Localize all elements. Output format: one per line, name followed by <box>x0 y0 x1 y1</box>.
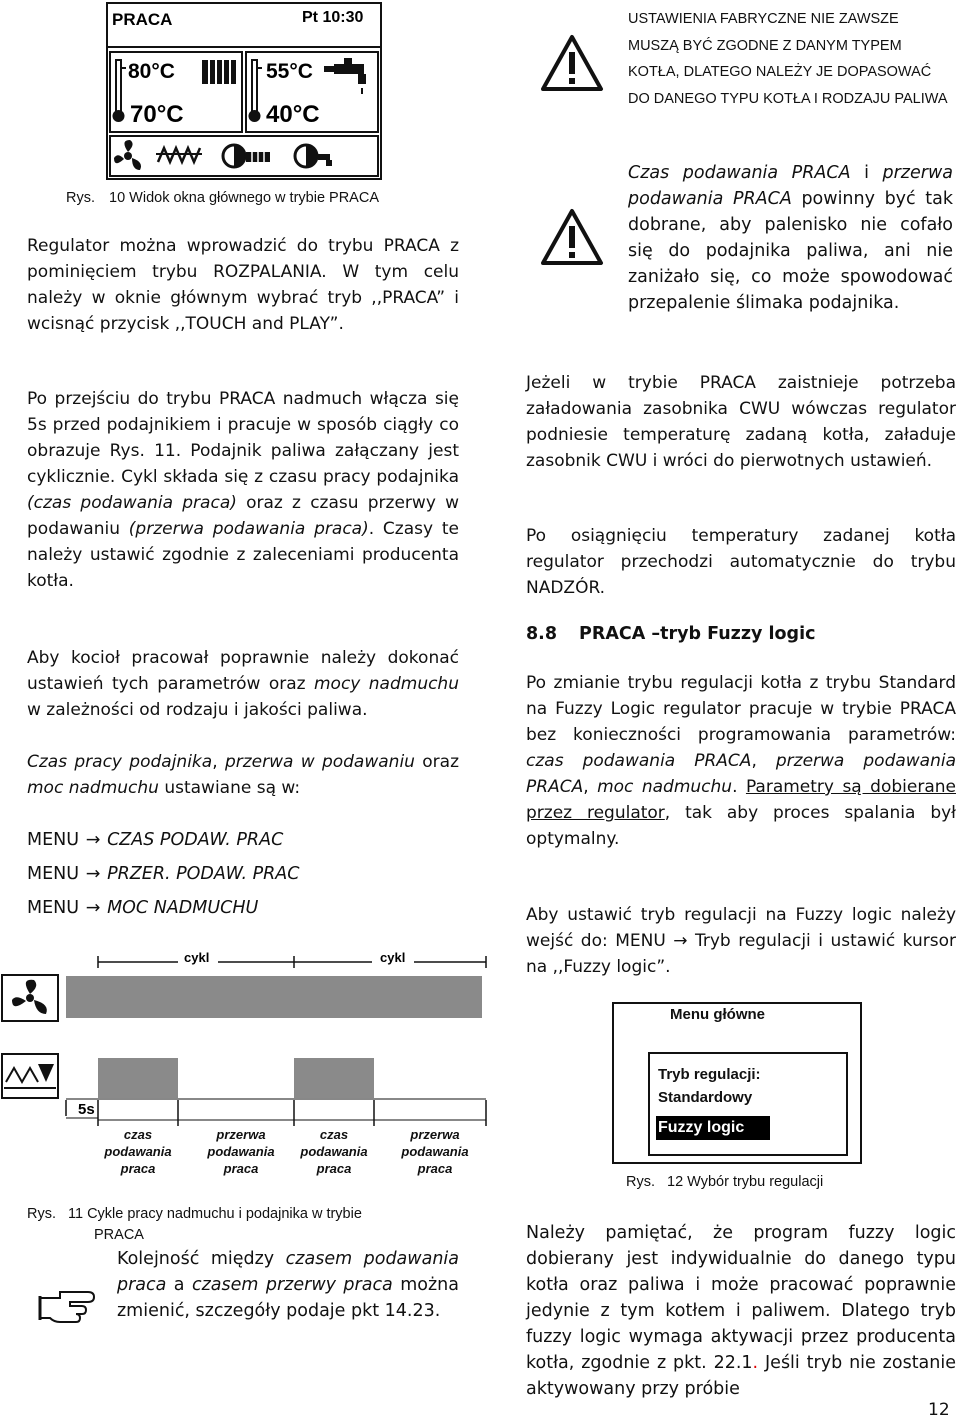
boiler-actual-temp: 70°C <box>130 101 184 128</box>
thermometer-icon <box>249 60 263 122</box>
arrow-right-icon: → <box>85 830 101 850</box>
phase-label: przerwa podawania praca <box>401 1127 469 1176</box>
phase-label: czas podawania praca <box>300 1127 368 1176</box>
note-paragraph: Kolejność między czasem podawania praca a czasem przerwy praca można zmienić, szczegóły podaje pkt 14.23. <box>117 1249 459 1321</box>
section-heading: 8.8 PRACA –tryb Fuzzy logic <box>526 624 816 644</box>
cycle-diagram <box>0 942 492 1182</box>
feeder-icon <box>2 1054 58 1098</box>
fig10-caption: Rys. 10 Widok okna głównego w trybie PRACA <box>66 190 379 206</box>
fig12-caption: Rys. 12 Wybór trybu regulacji <box>626 1174 824 1190</box>
display-mode: PRACA <box>112 10 173 29</box>
cycle-label: cykl <box>184 950 210 965</box>
menu-path-2: MENU → PRZER. PODAW. PRAC <box>27 857 459 891</box>
radiator-icon <box>202 60 236 84</box>
right-paragraph-4: Aby ustawić tryb regulacji na Fuzzy logic należy wejść do: MENU → Tryb regulacji i ustawić kursor na ,,Fuzzy logic”. <box>526 905 956 977</box>
regulation-label: Tryb regulacji: <box>658 1066 761 1083</box>
page-number: 12 <box>928 1400 950 1420</box>
fan-icon <box>2 975 58 1021</box>
start-delay-label: 5s <box>78 1101 95 1118</box>
dhw-actual-temp: 40°C <box>266 101 320 128</box>
left-paragraph-3: Aby kocioł pracował poprawnie należy dokonać ustawień tych parametrów oraz mocy nadmuchu w zależności od rodzaju i jakości paliwa. <box>27 648 459 720</box>
right-paragraph-1: Jeżeli w trybie PRACA zaistnieje potrzeba załadowania zasobnika CWU wówczas regulator podniesie temperaturę zadaną kotła, załaduje zasobnik CWU i wróci do pierwotnych ustawień. <box>526 373 956 471</box>
display-drawing <box>106 2 382 180</box>
right-paragraph-3: Po zmianie trybu regulacji kotła z trybu Standard na Fuzzy Logic regulator pracuje w trybie PRACA bez konieczności programowania parametrów: czas podawania PRACA, przerwa podawania PRACA, moc nadmuchu. Parametry są dobierane przez regulator, tak aby proces spalania był optymalny. <box>526 673 957 849</box>
left-paragraph-1: Regulator można wprowadzić do trybu PRACA z pominięciem trybu ROZPALANIA. W tym celu należy w oknie głównym wybrać tryb ,,PRACA” i wcisnąć przycisk ,,TOUCH and PLAY”. <box>27 236 459 334</box>
option-fuzzy-selected: Fuzzy logic <box>656 1116 770 1140</box>
menu-path-1: MENU → CZAS PODAW. PRAC <box>27 823 459 857</box>
feeder-bar <box>294 1058 374 1098</box>
phase-label: przerwa podawania praca <box>207 1127 275 1176</box>
fan-bar <box>66 976 482 1018</box>
display-time: Pt 10:30 <box>302 9 364 26</box>
pump-tap-icon <box>295 145 332 167</box>
left-paragraph-4: Czas pracy podajnika, przerwa w podawaniu oraz moc nadmuchu ustawiane są w: <box>27 752 460 798</box>
menu-screen <box>612 1002 862 1164</box>
menu-path-3: MENU → MOC NADMUCHU <box>27 891 459 925</box>
menu-screen-inner <box>648 1052 848 1156</box>
warning-factory-settings: USTAWIENIA FABRYCZNE NIE ZAWSZE MUSZĄ BYĆ ZGODNE Z DANYM TYPEM KOTŁA, DLATEGO NALEŻY JE DOPASOWAĆ DO DANEGO TYPU KOTŁA I RODZAJU PALIWA <box>628 11 948 107</box>
phase-label: czas podawania praca <box>104 1127 172 1176</box>
cycle-label: cykl <box>380 950 406 965</box>
fig11-caption: Rys. 11 Cykle pracy nadmuchu i podajnika w trybie PRACA <box>27 1206 362 1243</box>
tap-icon <box>324 58 366 94</box>
warning-icon <box>540 34 604 92</box>
fan-icon <box>114 140 141 170</box>
arrow-right-icon: → <box>85 864 101 884</box>
pump-icon <box>223 145 270 167</box>
left-paragraph-2: Po przejściu do trybu PRACA nadmuch włącza się 5s przed podajnikiem i pracuje w sposób ciągły co obrazuje Rys. 11. Podajnik paliwa załączany jest cyklicznie. Cykl składa się z czasu pracy podajnika (czas podawania praca) oraz z czasu przerwy w podawaniu (przerwa podawania praca). Czasy te należy ustawić zgodnie z zaleceniami producenta kotła. <box>27 389 460 591</box>
thermometer-icon <box>113 60 127 122</box>
option-standard: Standardowy <box>658 1089 753 1106</box>
warning-icon <box>540 208 604 266</box>
dhw-set-temp: 55°C <box>266 60 313 83</box>
pointing-hand-icon <box>36 1284 96 1330</box>
menu-paths <box>27 823 459 925</box>
menu-screen-title: Menu główne <box>670 1006 765 1023</box>
right-paragraph-5: Należy pamiętać, że program fuzzy logic dobierany jest indywidualnie do danego typu kotła oraz paliwa i może pracować poprawnie jedynie z tym kotłem i paliwem. Dlatego tryb fuzzy logic wymaga aktywacji przez producenta kotła, zgodnie z pkt. 22.1. Jeśli tryb nie zostanie aktywowany przy próbie <box>526 1223 956 1399</box>
controller-display <box>106 2 382 180</box>
arrow-right-icon: → <box>85 898 101 918</box>
feeder-icon <box>156 148 202 162</box>
warning-feed-times: Czas podawania PRACA i przerwa podawania PRACA powinny być tak dobrane, aby palenisko nie cofało się do podajnika paliwa, ani nie zaniżało się, co może spowodować przepalenie ślimaka podajnika. <box>628 163 953 313</box>
boiler-set-temp: 80°C <box>128 60 175 83</box>
right-paragraph-2: Po osiągnięciu temperatury zadanej kotła regulator przechodzi automatycznie do trybu NADZÓR. <box>526 526 956 598</box>
feeder-bar <box>98 1058 178 1098</box>
